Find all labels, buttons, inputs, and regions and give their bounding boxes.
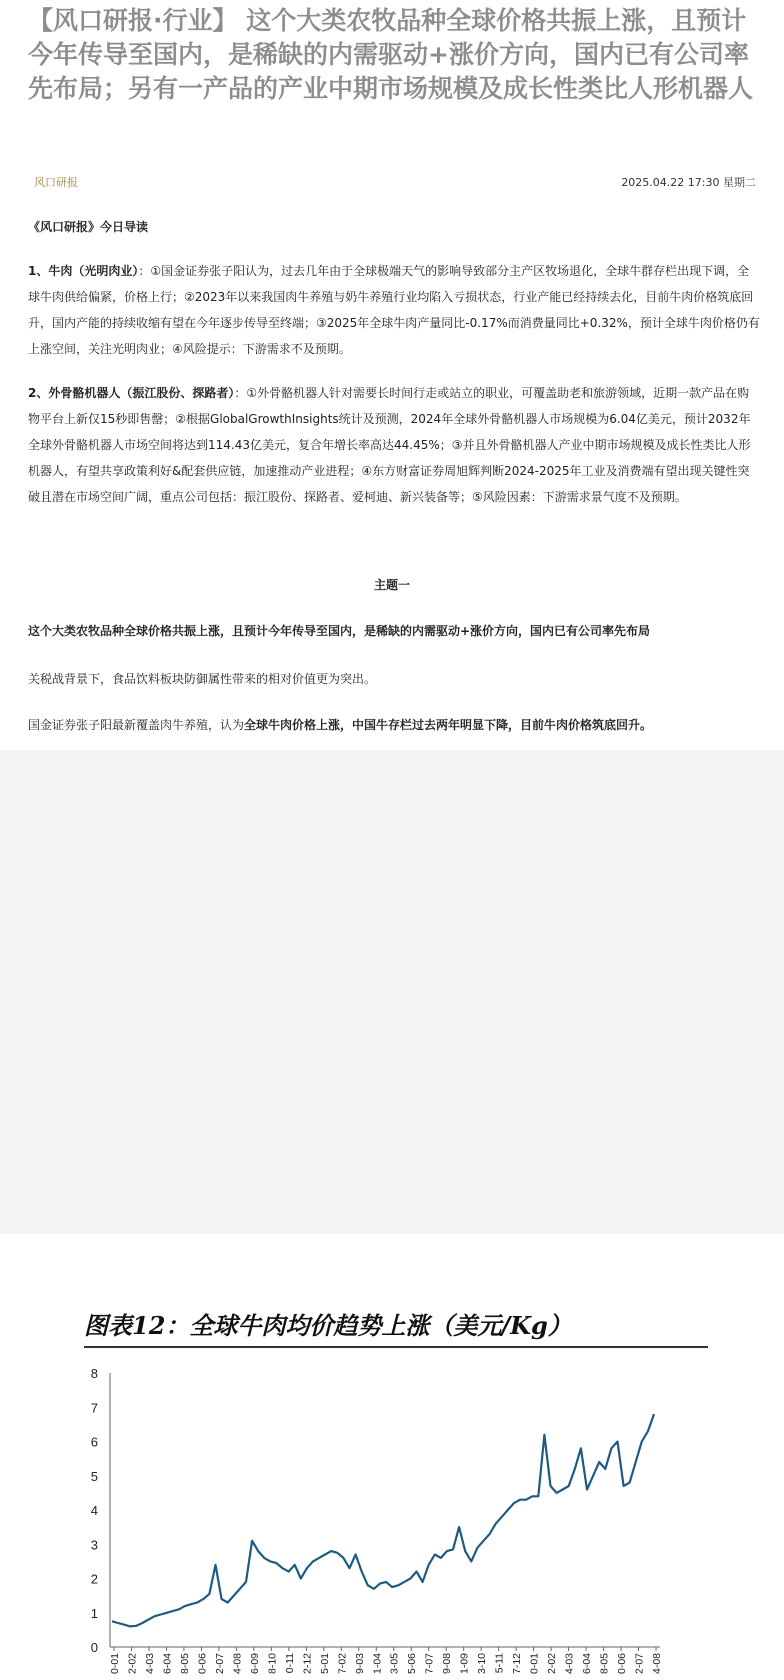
y-tick-label: 6 xyxy=(90,1434,98,1450)
x-axis xyxy=(109,1647,663,1674)
x-tick-label: 3-05 xyxy=(388,1653,401,1675)
x-tick-label: 0-01 xyxy=(528,1653,541,1675)
x-tick-label: 6-04 xyxy=(161,1653,174,1675)
x-tick-label: 8-05 xyxy=(178,1653,191,1675)
analyst-view-text xyxy=(28,716,652,733)
y-tick-label: 7 xyxy=(90,1400,98,1416)
chart-title-rule xyxy=(84,1346,708,1348)
x-tick-label: 0-06 xyxy=(196,1653,209,1675)
x-tick-label: 4-03 xyxy=(563,1653,576,1675)
x-tick-label: 5-01 xyxy=(318,1653,331,1675)
theme-title: 这个大类农牧品种全球价格共振上涨，且预计今年传导至国内，是稀缺的内需驱动+涨价方向，国内已有公司率先布局 xyxy=(28,624,651,638)
x-tick-label: 4-03 xyxy=(143,1653,156,1675)
y-tick-label: 5 xyxy=(90,1468,98,1484)
y-tick-label: 8 xyxy=(90,1366,98,1381)
x-tick-label: 5-06 xyxy=(406,1653,419,1675)
article-meta xyxy=(28,174,756,194)
x-tick-label: 7-02 xyxy=(336,1653,349,1675)
divider-gap xyxy=(0,1234,784,1246)
x-tick-label: 7-07 xyxy=(423,1653,436,1675)
theme-heading: 主题一 xyxy=(373,578,410,592)
publish-datetime: 2025.04.22 17:30 星期二 xyxy=(621,176,756,189)
x-tick-label: 9-08 xyxy=(441,1653,454,1675)
paragraph-exoskeleton-title: 2、外骨骼机器人（振江股份、探路者） xyxy=(28,386,235,400)
x-tick-label: 2-02 xyxy=(546,1653,559,1675)
x-tick-label: 9-03 xyxy=(353,1653,366,1675)
paragraph-beef-title: 1、牛肉（光明肉业） xyxy=(28,264,139,278)
x-tick-label: 3-10 xyxy=(476,1653,489,1675)
tariff-context-text: 关税战背景下，食品饮料板块防御属性带来的相对价值更为突出。 xyxy=(28,672,377,686)
paragraph-beef xyxy=(28,258,760,362)
x-tick-label: 0-06 xyxy=(616,1653,629,1675)
y-axis xyxy=(91,1366,110,1655)
paragraph-exoskeleton-body: ：①外骨骼机器人针对需要长时间行走或站立的职业，可覆盖助老和旅游领域，近期一款产品在购物平台上新仅15秒即售罄；②根据GlobalGrowthInsights统计及预测，2024年全球外骨骼机器人市场规模为6.04亿美元，预计2032年全球外骨骼机器人市场空间将达到114.43亿美元，复合年增长率高达44.45%；③并且外骨骼机器人产业中期市场规模及成长性类比人形机器人，有望共享政策利好&配套供应链，加速推动产业进程；④东方财富证券周旭辉判断2024-2025年工业及消费端有望出现关键性突破且潜在市场空间广阔，重点公司包括：振江股份、探路者、爱柯迪、新兴装备等；⑤风险因素：下游需求景气度不及预期。 xyxy=(28,386,751,504)
x-tick-label: 1-09 xyxy=(458,1653,471,1675)
x-tick-label: 8-05 xyxy=(598,1653,611,1675)
y-tick-label: 0 xyxy=(90,1640,98,1655)
x-tick-label: 8-10 xyxy=(266,1653,279,1675)
x-tick-label: 0-01 xyxy=(109,1653,121,1675)
x-tick-label: 4-08 xyxy=(231,1653,244,1675)
analyst-view-prefix: 国金证券张子阳最新覆盖肉牛养殖，认为 xyxy=(28,718,245,732)
article-headline: 【风口研报·行业】 这个大类农牧品种全球价格共振上涨，且预计今年传导至国内，是稀缺的内需驱动+涨价方向，国内已有公司率先布局；另有一产品的产业中期市场规模及成长性类比人形机器人 xyxy=(28,6,754,103)
y-tick-label: 4 xyxy=(90,1503,98,1518)
x-tick-label: 5-11 xyxy=(493,1653,506,1674)
y-tick-label: 1 xyxy=(90,1605,98,1621)
y-tick-label: 2 xyxy=(90,1571,98,1587)
x-tick-label: 2-12 xyxy=(301,1653,314,1675)
x-tick-label: 6-04 xyxy=(581,1653,594,1675)
chart-title: 图表12：全球牛肉均价趋势上涨（美元/Kg） xyxy=(84,1311,572,1340)
blank-area xyxy=(0,750,784,1234)
source-link[interactable]: 风口研报 xyxy=(34,176,78,189)
x-tick-label: 2-07 xyxy=(213,1653,226,1675)
x-tick-label: 4-08 xyxy=(651,1653,663,1675)
x-tick-label: 2-07 xyxy=(633,1653,646,1675)
paragraph-exoskeleton xyxy=(28,380,760,510)
intro-heading: 《风口研报》今日导读 xyxy=(28,220,149,234)
x-tick-label: 0-11 xyxy=(283,1653,296,1674)
analyst-view-highlight: 全球牛肉价格上涨，中国牛存栏过去两年明显下降，目前牛肉价格筑底回升。 xyxy=(244,718,653,732)
series-line xyxy=(112,1414,654,1626)
beef-price-chart xyxy=(0,1350,784,1680)
x-tick-label: 7-12 xyxy=(511,1653,524,1675)
x-tick-label: 1-04 xyxy=(371,1653,384,1675)
x-tick-label: 2-02 xyxy=(126,1653,139,1675)
paragraph-beef-body: ：①国金证券张子阳认为，过去几年由于全球极端天气的影响导致部分主产区牧场退化，全球牛群存栏出现下调，全球牛肉供给偏紧，价格上行；②2023年以来我国肉牛养殖与奶牛养殖行业均陷入亏损状态，行业产能已经持续去化，目前牛肉价格筑底回升，国内产能的持续收缩有望在今年逐步传导至终端；③2025年全球牛肉产量同比-0.17%而消费量同比+0.32%，预计全球牛肉价格仍有上涨空间，关注光明肉业；④风险提示：下游需求不及预期。 xyxy=(28,264,760,356)
y-tick-label: 3 xyxy=(90,1537,98,1553)
x-tick-label: 6-09 xyxy=(248,1653,261,1675)
